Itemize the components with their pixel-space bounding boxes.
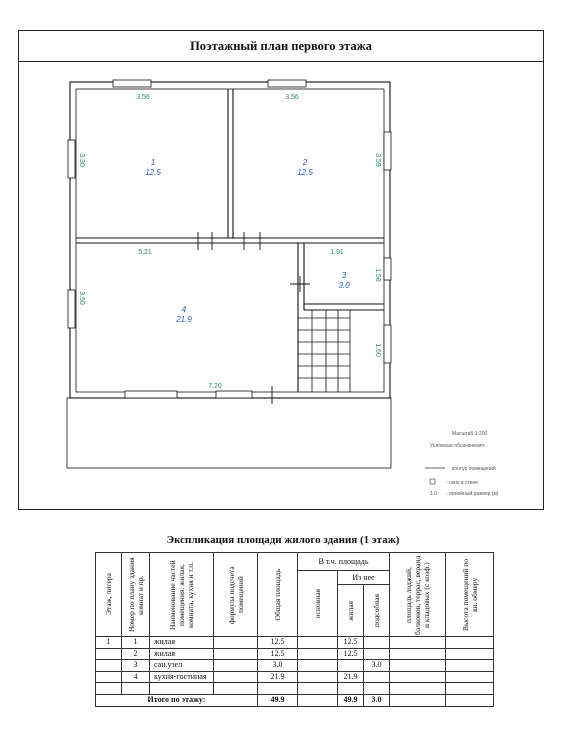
table-row-empty — [96, 683, 494, 695]
header-floor: Этаж, литера — [96, 553, 122, 637]
header-main: основная — [298, 571, 338, 637]
legend-item-dimension: - линейный размер (м) — [446, 491, 499, 497]
header-living: жилая — [338, 585, 364, 637]
total-aux: 3.0 — [364, 694, 390, 706]
window-room2-side — [384, 132, 391, 170]
header-incl-area: В т.ч. площадь — [298, 553, 390, 571]
window-room1 — [113, 80, 151, 87]
dim-room3-height: 1.58 — [374, 268, 381, 282]
window-room4-bottom — [125, 391, 177, 398]
room3-area: 3.0 — [338, 281, 350, 290]
explication-title: Экспликация площади жилого здания (1 этаж) — [166, 534, 400, 546]
table-row: 2 жилая 12.5 12.5 — [96, 648, 494, 660]
room4-number: 4 — [181, 305, 187, 314]
window-room4-side — [68, 290, 75, 328]
legend-window-swatch — [430, 479, 435, 484]
total-living: 49.9 — [338, 694, 364, 706]
stairs — [298, 310, 350, 392]
sheet-title: Поэтажный план первого этажа — [19, 31, 543, 62]
room3-number: 3 — [341, 271, 347, 280]
legend-dim-swatch: 1.0 — [430, 491, 437, 497]
window-stair — [384, 325, 391, 363]
legend-item-window: - окно в стене — [446, 480, 479, 486]
window-room1-side — [68, 140, 75, 178]
header-of-it: Из нее — [338, 571, 390, 585]
dim-room4-bottom: 7.20 — [208, 383, 222, 390]
window-room2 — [268, 80, 306, 87]
total-area: 49.9 — [258, 694, 298, 706]
windows — [68, 80, 391, 398]
table-row: 1 1 жилая 12.5 12.5 — [96, 637, 494, 649]
window-room4-bottom2 — [216, 391, 252, 398]
dim-room1-width: 3.56 — [136, 94, 150, 101]
dim-room2-height: 3.59 — [374, 153, 381, 167]
scale-label: Масштаб 1:200 — [452, 431, 488, 437]
window-room3 — [384, 258, 391, 280]
header-loggias: площадь лоджий, балконов, террас, веранд и кладовых (с коэф.) — [390, 553, 446, 637]
header-auxiliary: подсобная — [364, 585, 390, 637]
legend-title: Условные обозначения: — [430, 443, 486, 449]
legend-item-contour: контур помещений — [452, 466, 496, 472]
table-row: 3 сан.узел 3.0 3.0 — [96, 660, 494, 672]
dim-room2-width: 3.56 — [285, 94, 299, 101]
doors — [198, 232, 310, 404]
dim-room4-top: 5.21 — [138, 249, 152, 256]
total-label: Итого по этажу: — [96, 694, 258, 706]
room2-area: 12.5 — [297, 168, 313, 177]
header-formula: формула подсчета помещений — [214, 553, 258, 637]
dim-room3-top: 1.91 — [330, 249, 344, 256]
room1-area: 12.5 — [145, 168, 161, 177]
room2-number: 2 — [302, 158, 308, 167]
header-plan-number: Номер по плану здания комнат и пр. — [122, 553, 150, 637]
outer-wall — [70, 82, 390, 398]
dim-room4-height: 3.50 — [78, 291, 85, 305]
header-height: Высота помещений по вн. обмеру — [446, 553, 494, 637]
dim-room1-height: 3.30 — [78, 153, 85, 167]
room4-area: 21.9 — [176, 315, 192, 324]
header-total-area: Общая площадь — [258, 553, 298, 637]
dim-stair-height: 1.60 — [374, 343, 381, 357]
header-name: Наименование частей помещения: жилая, комната, кухня и т.п. — [150, 553, 214, 637]
table-total-row — [96, 694, 494, 706]
table-row: 4 кухня-гостиная 21.9 21.9 — [96, 671, 494, 683]
explication-table — [95, 552, 494, 707]
room1-number: 1 — [150, 158, 156, 167]
